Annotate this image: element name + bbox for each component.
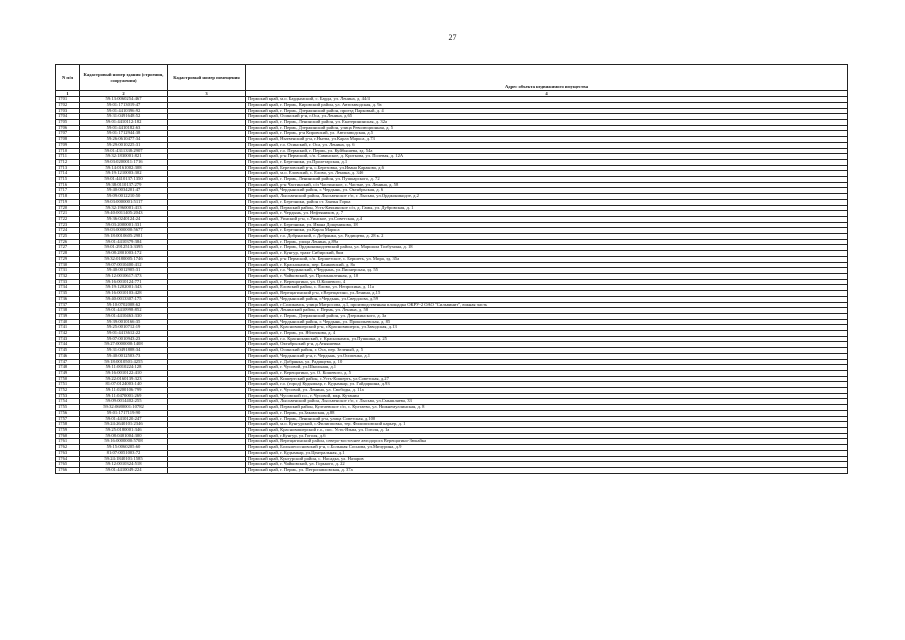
cadastral-building-cell: 59:27:0000000:1408: [80, 342, 168, 348]
cadastral-building-cell: 59:26:0610477:34: [80, 137, 168, 143]
row-number: 1759: [56, 427, 80, 433]
address-cell: Пермский край, г. Пермь, ул. Яблочкова, д. 4: [246, 331, 848, 337]
cadastral-building-cell: 59:09:0014402:255: [80, 399, 168, 405]
cadastral-building-cell: 59:01:1713019:47: [80, 102, 168, 108]
row-number: 1711: [56, 154, 80, 160]
address-cell: Пермский край, Лысьвенский район, Лысьвенское г/п, г. Лысьва, ул.Смышляева, 33: [246, 399, 848, 405]
address-cell: Пермский край, г. Пермь, Кировский район, ул. Автозаводская, д. 9а: [246, 102, 848, 108]
address-cell: Пермский край, г. Пермь, Дзержинский район, проезд Парковый, д. 4: [246, 108, 848, 114]
row-number: 1710: [56, 148, 80, 154]
cadastral-building-cell: 59:11:0200106:799: [80, 388, 168, 394]
address-cell: Пермский край, Осинский район, г. Оса, пер. Зеленый, д. 5: [246, 348, 848, 354]
address-cell: Пермский край, Чердынский район, г.Чердынь, ул.Свердлова, д.59: [246, 296, 848, 302]
row-number: 1734: [56, 285, 80, 291]
cadastral-building-cell: 59:12:0010324:518: [80, 462, 168, 468]
address-cell: Пермский край, Кунгурский район, с. Насадка, ул. Назаров: [246, 456, 848, 462]
row-number: 1765: [56, 462, 80, 468]
cadastral-building-cell: 59:01:4410396:92: [80, 108, 168, 114]
table-body: [56, 97, 848, 473]
cadastral-building-cell: 59:11:0470001:269: [80, 393, 168, 399]
row-number: 1732: [56, 274, 80, 280]
address-cell: Пермский край, г. Пермь, ул.Закамская, д.88: [246, 410, 848, 416]
table-row: [56, 467, 848, 473]
address-cell: Пермский край, г. Краснокамск, пер. Банковский, д. 8а: [246, 262, 848, 268]
cadastral-building-cell: 59:12:0010617:373: [80, 274, 168, 280]
address-cell: Пермский край, Чердынский район, г. Чердынь, ул. Октябрьская, д. 6: [246, 188, 848, 194]
row-number: 1758: [56, 422, 80, 428]
address-cell: Пермский край, г. Пермь, улица Ленина, д.89а: [246, 239, 848, 245]
row-number: 1763: [56, 450, 80, 456]
page-number: 27: [448, 33, 457, 42]
row-number: 1746: [56, 353, 80, 359]
row-number: 1712: [56, 159, 80, 165]
row-number: 1761: [56, 439, 80, 445]
cadastral-building-cell: 59:01:4410049:224: [80, 467, 168, 473]
row-number: 1714: [56, 171, 80, 177]
row-number: 1718: [56, 194, 80, 200]
address-cell: Пермский край, г. Пермь, Ленинский район, ул. Пушкарского, д. 72: [246, 177, 848, 183]
address-cell: Пермский край, Уинский р-н, с.Уинское, ул.Советская, д.4: [246, 216, 848, 222]
row-number: 1740: [56, 319, 80, 325]
cadastral-building-cell: 59:18:0010501:4255: [80, 359, 168, 365]
row-number: 1706: [56, 125, 80, 131]
row-number: 1749: [56, 370, 80, 376]
address-cell: Пермский край, г.о. Краснокамский, г. Краснокамск, ул.Пушкина, д. 25: [246, 336, 848, 342]
row-number: 1760: [56, 433, 80, 439]
address-cell: Пермский край, Еловский район, с. Елово, ул. Непрохина, д. 11а: [246, 285, 848, 291]
row-number: 1752: [56, 388, 80, 394]
address-cell: Пермский край, г. Пермь, ул. Петропавловская, д. 37а: [246, 467, 848, 473]
address-cell: Пермский край, г. Пермь, Дзержинский район, ул. Дзержинского, д. 3а: [246, 313, 848, 319]
cadastral-building-cell: 59:32:1960001:413: [80, 205, 168, 211]
cadastral-building-cell: 59:14:0161002:308: [80, 165, 168, 171]
cadastral-building-cell: 59:40:0012503:73: [80, 353, 168, 359]
cadastral-building-cell: 59:08:0401004:300: [80, 433, 168, 439]
address-cell: Пермский край, Чердынский район, г. Чердынь, ул. Прокопьевская, д. 85: [246, 319, 848, 325]
address-cell: Пермский край, г. Чайковский, ул. Промышленная, д. 10: [246, 274, 848, 280]
row-number: 1708: [56, 137, 80, 143]
row-number: 1742: [56, 331, 80, 337]
address-cell: Пермский край, г. Пермь, Ленинский район, ул. Екатерининская, д. 32а: [246, 120, 848, 126]
row-number: 1753: [56, 393, 80, 399]
address-cell: Пермский край, г. Березники, ул.Карла Маркса: [246, 228, 848, 234]
address-cell: Пермский край, г. Верещагино, ул. О. Кошевого, д. 5: [246, 370, 848, 376]
cadastral-building-cell: 59:13:0060254:467: [80, 97, 168, 103]
cadastral-building-cell: 59:16:0010103:428: [80, 291, 168, 297]
cadastral-building-cell: 59:29:0010225:31: [80, 142, 168, 148]
address-cell: Пермский край, р-н Пермский, с/п. Савинское, д. Кроткова, ул. Полевая, д. 12А: [246, 154, 848, 160]
address-cell: Пермский край, Пермский район, Усть-Качкинское с/п, д. Гамы, ул. Дубровская, д. 1: [246, 205, 848, 211]
row-number: 1744: [56, 342, 80, 348]
address-cell: Пермский край, г.Соликамск, улица Матросова, д.1, производственная площадка ОКРУ-2 ОАО "Сильвинит", южная часть: [246, 302, 848, 308]
row-number: 1755: [56, 405, 80, 411]
cadastral-building-cell: 59:24:2640101:2346: [80, 422, 168, 428]
cadastral-building-cell: 59:01:4413612:22: [80, 331, 168, 337]
cadastral-building-cell: 59:16:0000000:5708: [80, 439, 168, 445]
cadastral-building-cell: 59:31:0491808:34: [80, 348, 168, 354]
header-address: Адрес объекта недвижимого имущества: [246, 65, 848, 91]
row-number: 1704: [56, 114, 80, 120]
row-number: 1716: [56, 182, 80, 188]
property-registry-table: [55, 64, 848, 474]
address-cell: Пермский край, г. Березники, ул. Ивана Дощеникова, 18: [246, 222, 848, 228]
cadastral-building-cell: 59:01:2912513:3395: [80, 245, 168, 251]
cadastral-building-cell: 59:19:1210003:302: [80, 171, 168, 177]
column-number: 4: [246, 91, 848, 97]
cadastral-building-cell: 59:01:4410182:63: [80, 125, 168, 131]
row-number: 1736: [56, 296, 80, 302]
cadastral-building-cell: 59:15:0060205:60: [80, 445, 168, 451]
row-number: 1727: [56, 245, 80, 251]
address-cell: Пермский край, Красновишерский г.о., пос. Усть-Язьва, ул. Гоголя, д. 1а: [246, 427, 848, 433]
row-number: 1709: [56, 142, 80, 148]
cadastral-building-cell: 59:03:2000001:331: [80, 222, 168, 228]
cadastral-building-cell: 59:01:4311338:2907: [80, 148, 168, 154]
header-cadastral-room: Кадастровый номер помещения: [168, 65, 246, 91]
cadastral-building-cell: 59:01:1717119:90: [80, 410, 168, 416]
cadastral-building-cell: 59:40:0011405:2043: [80, 211, 168, 217]
row-number: 1737: [56, 302, 80, 308]
address-cell: Пермский край, Верещагинский р-н, г.Верещагино, ул.Ленина, д.15: [246, 291, 848, 297]
address-cell: Пермский край, Пермский район, Култаевское с/п, с. Култаево, ул. Нижнемуллинская, д. 8: [246, 405, 848, 411]
cadastral-building-cell: 59:01:4410120:247: [80, 416, 168, 422]
address-cell: Пермский край, м.о. Еловский, с. Елово, ул. Ленина, д. 34б: [246, 171, 848, 177]
row-number: 1738: [56, 308, 80, 314]
cadastral-building-cell: 59:08:2801003:172: [80, 251, 168, 257]
row-number: 1739: [56, 313, 80, 319]
cadastral-building-cell: 59:40:0034201:47: [80, 188, 168, 194]
cadastral-building-cell: 59:01:4410137:1350: [80, 177, 168, 183]
column-number: 3: [168, 91, 246, 97]
cadastral-building-cell: 59:03:0200011:1716: [80, 159, 168, 165]
row-number: 1724: [56, 228, 80, 234]
address-cell: Пермский край, м.о. Бардымский, с. Барда, ул. Ленина, д. 44/4: [246, 97, 848, 103]
row-number: 1748: [56, 365, 80, 371]
address-cell: Пермский край, г. Добрянка, ул. Радищева, д. 10: [246, 359, 848, 365]
cadastral-building-cell: 59:01:4410112:182: [80, 120, 168, 126]
address-cell: Пермский край, р-н Частинский, с/п Частинское, с. Частые, ул. Ленина, д. 58: [246, 182, 848, 188]
cadastral-building-cell: 59:03:0000000:5677: [80, 228, 168, 234]
address-cell: Пермский край, г. Чайковский, ул. Горького, д. 22: [246, 462, 848, 468]
row-number: 1756: [56, 410, 80, 416]
row-number: 1735: [56, 291, 80, 297]
row-number: 1743: [56, 336, 80, 342]
cadastral-building-cell: 59:10:0702008:62: [80, 302, 168, 308]
row-number: 1713: [56, 165, 80, 171]
row-number: 1762: [56, 445, 80, 451]
cadastral-building-cell: 81:07:0051003:72: [80, 450, 168, 456]
address-cell: Пермский край, г. Березники, ул.Пролетарская, д.1: [246, 159, 848, 165]
row-number: 1721: [56, 211, 80, 217]
address-cell: Пермский край, г. Кунгур, тракт Сибирский, 8км: [246, 251, 848, 257]
address-cell: Пермский край, г.о. (город) Кудымкар, г. Кудымкар, ул. Гайдаркина, д.93: [246, 382, 848, 388]
address-cell: Пермский край, Ленинский район, г. Пермь, ул. Ленина, д. 58: [246, 308, 848, 314]
cadastral-building-cell: 59:03:0000001:5117: [80, 199, 168, 205]
cadastral-building-cell: 81:07:0124003:140: [80, 382, 168, 388]
address-cell: Пермский край, г. Кудымкар, ул.Центральная, д.1: [246, 450, 848, 456]
row-number: 1766: [56, 467, 80, 473]
cadastral-building-cell: 59:38:0110137:279: [80, 182, 168, 188]
address-cell: Пермский край, м.о. Кунгурский, с.Филипповка, тер. Филипповский карьер, д. 1: [246, 422, 848, 428]
address-cell: Пермский край, г.Кунгур, ул.Гоголя, д.6: [246, 433, 848, 439]
cadastral-building-cell: 59:07:0010400:412: [80, 262, 168, 268]
row-number: 1741: [56, 325, 80, 331]
address-cell: Пермский край, Октябрьский р-н, д.Атняшевка: [246, 342, 848, 348]
row-number: 1719: [56, 199, 80, 205]
address-cell: Пермский край, Лысьвенский район, Лысьвенское г/п, г. Лысьва, ул.Орджоникидзе, д.2: [246, 194, 848, 200]
cadastral-building-cell: 59:09:0012210:50: [80, 194, 168, 200]
address-cell: Пермский край, Кишертский район, с.Усть-Кишерть, ул.Советская, д.27: [246, 376, 848, 382]
cadastral-building-cell: 59:36:0240124:24: [80, 216, 168, 222]
address-cell: Пермский край, Чусовской г.о., г. Чусовой, мкр. Кутанин: [246, 393, 848, 399]
row-number: 1750: [56, 376, 80, 382]
cadastral-building-cell: 59:40:0013307:175: [80, 296, 168, 302]
row-number: 1717: [56, 188, 80, 194]
row-number: 1723: [56, 222, 80, 228]
row-number: 1707: [56, 131, 80, 137]
column-number: 2: [80, 91, 168, 97]
cadastral-building-cell: 59:31:0491648:52: [80, 114, 168, 120]
row-number: 1705: [56, 120, 80, 126]
row-number: 1715: [56, 177, 80, 183]
cadastral-building-cell: 59:18:0010605:2981: [80, 234, 168, 240]
cadastral-building-cell: 59:01:4410463:330: [80, 313, 168, 319]
address-cell: Пермский край, г. Чердынь, ул. Нефтяников, д. 7: [246, 211, 848, 217]
cadastral-building-cell: 59:01:1712944:38: [80, 131, 168, 137]
row-number: 1757: [56, 416, 80, 422]
row-number: 1725: [56, 234, 80, 240]
cadastral-building-cell: 59:01:4410379:384: [80, 239, 168, 245]
address-cell: Пермский край, г. Пермь, р-н Кировский, ул. Автозаводская, д.5: [246, 131, 848, 137]
table-header-row: [56, 65, 848, 91]
cadastral-building-cell: 59:32:0180005:1746: [80, 256, 168, 262]
header-num: N п/п: [56, 65, 80, 91]
row-number: 1754: [56, 399, 80, 405]
cadastral-building-cell: 59:39:0010166:35: [80, 319, 168, 325]
row-number: 1703: [56, 108, 80, 114]
row-number: 1751: [56, 382, 80, 388]
address-cell: Пермский край, Нытвенский р-н, г.Нытва, ул.Карла Маркса, д.73: [246, 137, 848, 143]
address-cell: Пермский край, г. Березники, район ст. Заячья Горка: [246, 199, 848, 205]
row-number: 1701: [56, 97, 80, 103]
cadastral-building-cell: 59:25:0180001:346: [80, 427, 168, 433]
address-cell: Пермский край, г. Чусовой, ул.Школьная, д.1: [246, 365, 848, 371]
cadastral-building-cell: 59:11:0010224:128: [80, 365, 168, 371]
address-cell: Пермский край, г. Пермь, Дзержинский район, улица Революционная, д. 5: [246, 125, 848, 131]
row-number: 1731: [56, 268, 80, 274]
row-number: 1730: [56, 262, 80, 268]
cadastral-building-cell: 59:32:1830001:821: [80, 154, 168, 160]
cadastral-building-cell: 59:19:1202001:343: [80, 285, 168, 291]
cadastral-building-cell: 59:25:0010712:19: [80, 325, 168, 331]
cadastral-building-cell: 59:01:4410998:852: [80, 308, 168, 314]
row-number: 1733: [56, 279, 80, 285]
row-number: 1728: [56, 251, 80, 257]
address-cell: Пермский край, Березовский р-н, с.Березовка, ул.Ивана Каракова, д.6: [246, 165, 848, 171]
cadastral-building-cell: 59:40:0012905:31: [80, 268, 168, 274]
row-number: 1702: [56, 102, 80, 108]
address-cell: Пермский край, р-н Пермский, с/п. Бершетское, с. Бершеть, ул. Мира, зд. 35а: [246, 256, 848, 262]
address-cell: Пермский край, г. Верещагино, ул. О.Кошевого, 4: [246, 279, 848, 285]
row-number: 1729: [56, 256, 80, 262]
cadastral-building-cell: 59:16:0010124:771: [80, 279, 168, 285]
cadastral-building-cell: 59:16:0010122:410: [80, 370, 168, 376]
address-cell: Пермский край, Большесосновский р-н, с.Большая Соснова, ул.Мичурина, д.9: [246, 445, 848, 451]
address-cell: Пермский край, г.о. Осинский, г. Оса, ул. Ленина, зд. 6: [246, 142, 848, 148]
address-cell: Пермский край, г.о. Добрянский, г. Добрянка, ул. Радищева, д. 28 к. 2: [246, 234, 848, 240]
row-number: 1726: [56, 239, 80, 245]
address-cell: Пермский край, г. Пермь, Орджоникидзевский район, ул. Маршала Толбухина, д. 18: [246, 245, 848, 251]
cadastral-building-cell: 59:24:1840101:1585: [80, 456, 168, 462]
row-number: 1747: [56, 359, 80, 365]
cadastral-building-cell: 59:07:0010943:23: [80, 336, 168, 342]
cadastral-room-cell: [168, 467, 246, 473]
header-cadastral-building: Кадастровый номер здания (строения, сооружения): [80, 65, 168, 91]
row-number: 1764: [56, 456, 80, 462]
address-cell: Пермский край, г. Пермь, Ленинский р-н, улица Советская, д.100: [246, 416, 848, 422]
address-cell: Пермский край, г.о. Чердынский, г.Чердынь, ул.Пионерская, зд. 55: [246, 268, 848, 274]
column-number: 1: [56, 91, 80, 97]
address-cell: Пермский край, Верещагинский район, северо-восточнее автодорога Верещагино-Зюкайка: [246, 439, 848, 445]
address-cell: Пермский край, г. Чусовой, ул. Ленина, ул. Свободы, д. 11а: [246, 388, 848, 394]
address-cell: Пермский край, Осинский р-н, г.Оса, ул.Ленина, д.65: [246, 114, 848, 120]
cadastral-building-cell: 59:22:0160139:323: [80, 376, 168, 382]
row-number: 1722: [56, 216, 80, 222]
row-number: 1720: [56, 205, 80, 211]
address-cell: Пермский край, Чердынский р-н, г. Чердынь, ул.Осипенко, д.1: [246, 353, 848, 359]
address-cell: Пермский край, Красновишерский р-н, г.Красновишерск, ул.Заводская, д.13: [246, 325, 848, 331]
cadastral-building-cell: 59:32:0680001:10782: [80, 405, 168, 411]
address-cell: Пермский край, г.о. Пермский, г. Пермь, ул. Куйбышева, зд. 54а: [246, 148, 848, 154]
row-number: 1745: [56, 348, 80, 354]
